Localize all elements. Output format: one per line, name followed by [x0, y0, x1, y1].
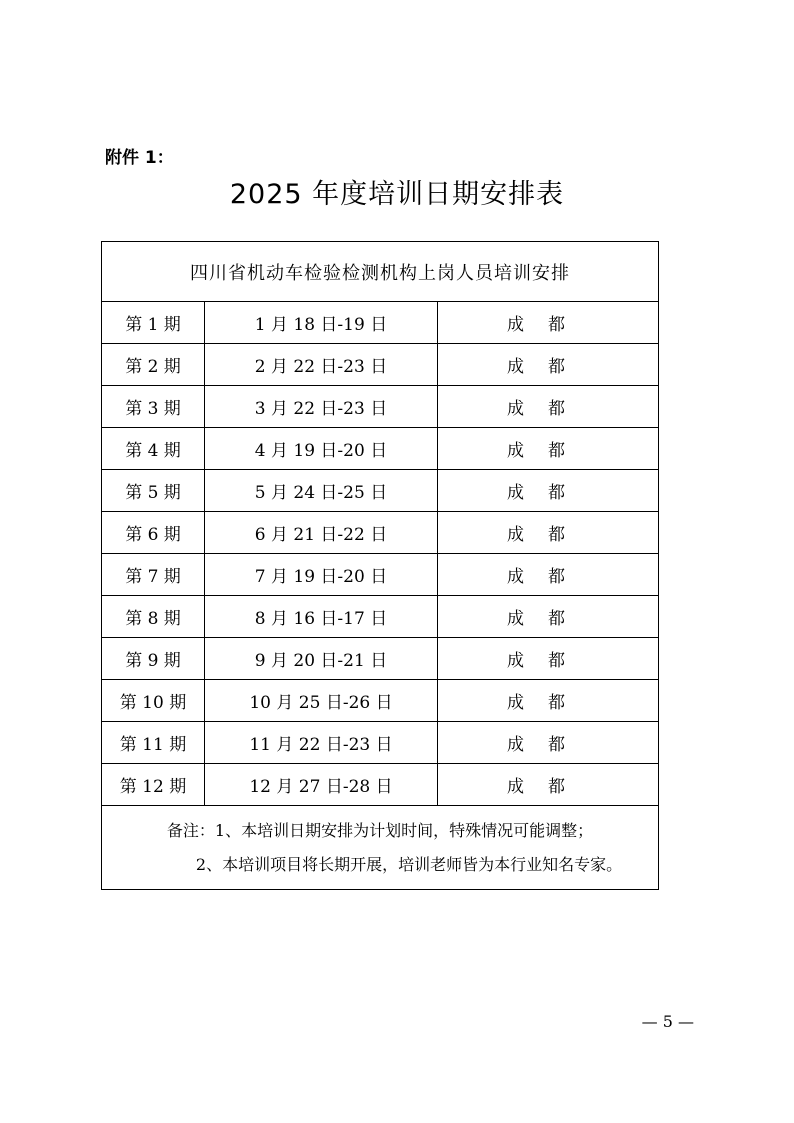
dates-cell: 9 月 20 日-21 日 — [205, 638, 438, 680]
location-cell: 成都 — [438, 428, 659, 470]
dates-cell: 3 月 22 日-23 日 — [205, 386, 438, 428]
note-line-1: 备注：1、本培训日期安排为计划时间，特殊情况可能调整； — [166, 820, 594, 840]
page-number: — 5 — — [641, 1012, 694, 1031]
location-cell: 成都 — [438, 344, 659, 386]
period-cell: 第 6 期 — [102, 512, 205, 554]
note-line-2: 2、本培训项目将长期开展，培训老师皆为本行业知名专家。 — [195, 854, 623, 874]
table-row — [102, 596, 659, 638]
training-schedule-table — [101, 241, 659, 890]
location-cell: 成都 — [438, 302, 659, 344]
period-cell: 第 5 期 — [102, 470, 205, 512]
period-cell: 第 2 期 — [102, 344, 205, 386]
dates-cell: 6 月 21 日-22 日 — [205, 512, 438, 554]
period-cell: 第 12 期 — [102, 764, 205, 806]
attachment-label: 附件 1： — [105, 148, 174, 168]
dates-cell: 2 月 22 日-23 日 — [205, 344, 438, 386]
dates-cell: 11 月 22 日-23 日 — [205, 722, 438, 764]
location-cell: 成都 — [438, 386, 659, 428]
table-row — [102, 638, 659, 680]
table-row — [102, 344, 659, 386]
table-header: 四川省机动车检验检测机构上岗人员培训安排 — [102, 242, 659, 302]
dates-cell: 7 月 19 日-20 日 — [205, 554, 438, 596]
location-cell: 成都 — [438, 470, 659, 512]
table-row — [102, 428, 659, 470]
dates-cell: 12 月 27 日-28 日 — [205, 764, 438, 806]
location-cell: 成都 — [438, 512, 659, 554]
location-cell: 成都 — [438, 722, 659, 764]
period-cell: 第 8 期 — [102, 596, 205, 638]
location-cell: 成都 — [438, 638, 659, 680]
location-cell: 成都 — [438, 680, 659, 722]
table-row — [102, 302, 659, 344]
period-cell: 第 1 期 — [102, 302, 205, 344]
period-cell: 第 3 期 — [102, 386, 205, 428]
dates-cell: 1 月 18 日-19 日 — [205, 302, 438, 344]
dates-cell: 8 月 16 日-17 日 — [205, 596, 438, 638]
table-row — [102, 554, 659, 596]
table-row — [102, 386, 659, 428]
dates-cell: 5 月 24 日-25 日 — [205, 470, 438, 512]
notes-cell — [102, 806, 659, 890]
location-cell: 成都 — [438, 596, 659, 638]
dates-cell: 4 月 19 日-20 日 — [205, 428, 438, 470]
table-row — [102, 470, 659, 512]
table-row — [102, 512, 659, 554]
table-row — [102, 722, 659, 764]
period-cell: 第 7 期 — [102, 554, 205, 596]
period-cell: 第 11 期 — [102, 722, 205, 764]
period-cell: 第 9 期 — [102, 638, 205, 680]
period-cell: 第 10 期 — [102, 680, 205, 722]
table-row — [102, 680, 659, 722]
table-row — [102, 764, 659, 806]
document-title: 2025 年度培训日期安排表 — [229, 179, 565, 210]
location-cell: 成都 — [438, 764, 659, 806]
dates-cell: 10 月 25 日-26 日 — [205, 680, 438, 722]
location-cell: 成都 — [438, 554, 659, 596]
period-cell: 第 4 期 — [102, 428, 205, 470]
